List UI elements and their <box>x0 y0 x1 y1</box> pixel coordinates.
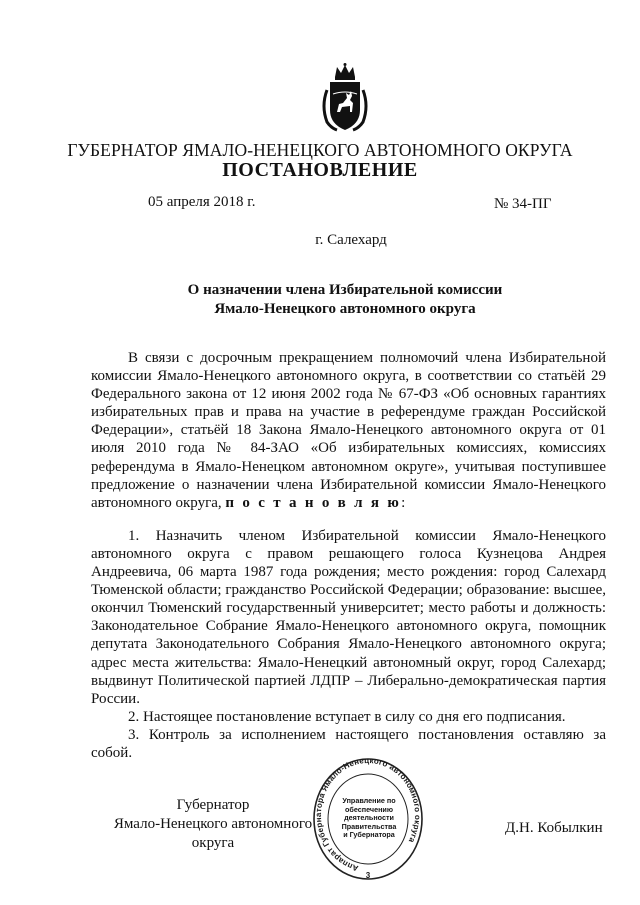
stamp-line: деятельности <box>344 813 394 823</box>
document-number: № 34-ПГ <box>494 196 552 212</box>
document-city: г. Салехард <box>315 232 387 248</box>
yamal-coat-of-arms-icon <box>317 62 373 136</box>
document-date: 05 апреля 2018 г. <box>148 194 256 210</box>
preamble-text: В связи с досрочным прекращением полномочий члена Избирательной комиссии Ямало-Ненецкого автономного округа, в соответствии со статьёй 29 Федерального закона от 12 июня 2002 года № 67-ФЗ «Об основных гарантиях избирательных прав и права на участие в референдуме граждан Российской Федерации», статьёй 18 Закона Ямало-Ненецкого автономного округа от 01 июля 2010 года № 84-ЗАО «Об избирательных комиссиях, комиссиях референдума в Ямало-Ненецком автономном округе», учитывая поступившее предложение о назначении члена Избирательной комиссии Ямало-Ненецкого автономного округа, <box>91 350 606 511</box>
document-body <box>91 349 606 762</box>
stamp-number: 3 <box>365 871 371 880</box>
title-line-2: Ямало-Ненецкого автономного округа <box>214 301 476 317</box>
preamble-paragraph <box>91 349 606 512</box>
issuing-authority: ГУБЕРНАТОР ЯМАЛО-НЕНЕЦКОГО АВТОНОМНОГО ОКРУГА <box>67 140 573 160</box>
signatory-position-line-1: Губернатор <box>176 797 250 813</box>
stamp-center-text <box>333 797 405 840</box>
document-type: ПОСТАНОВЛЕНИЕ <box>222 159 418 181</box>
title-line-1: О назначении члена Избирательной комиссии <box>187 282 503 298</box>
item-3: 3. Контроль за исполнением настоящего постановления оставляю за собой. <box>91 726 606 761</box>
stamp-line: Управление по <box>342 796 396 805</box>
signatory-name: Д.Н. Кобылкин <box>505 820 603 836</box>
decree-word: п о с т а н о в л я ю <box>225 494 402 511</box>
stamp-line: обеспечению <box>345 804 393 814</box>
signatory-position <box>91 796 335 853</box>
item-1: 1. Назначить членом Избирательной комиссии Ямало-Ненецкого автономного округа с правом решающего голоса Кузнецова Андрея Андреевича, 06 марта 1987 года рождения; место рождения: город Салехард Тюменской области; гражданство Российской Федерации; образование: высшее, окончил Тюменский государственный университет; место работы и должность: Законодательное Собрание Ямало-Ненецкого автономного округа, помощник депутата Законодательного Собрания Ямало-Ненецкого автономного округа; адрес места жительства: Ямало-Ненецкий автономный округ, город Салехард; выдвинут Политической партией ЛДПР – Либерально-демократическая партия России. <box>91 527 606 707</box>
document-title <box>160 281 530 319</box>
decree-colon: : <box>401 494 406 511</box>
signatory-position-line-2: Ямало-Ненецкого автономного округа <box>113 816 313 851</box>
stamp-line: и Губернатора <box>343 830 395 840</box>
stamp-line: Правительства <box>341 821 397 831</box>
item-2: 2. Настоящее постановление вступает в силу со дня его подписания. <box>128 708 566 725</box>
stamp-ring-text: Аппарат Губернатора Ямало-Ненецкого автономного округа <box>313 757 423 873</box>
